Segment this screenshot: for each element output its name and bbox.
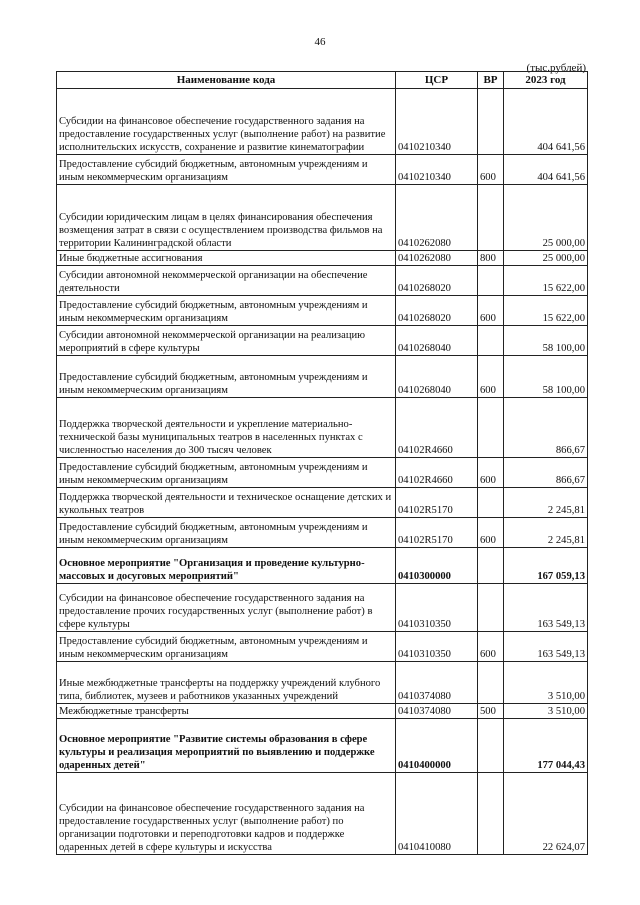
row-vr	[478, 584, 504, 632]
table-row	[57, 326, 588, 356]
row-csr: 0410262080	[396, 185, 478, 251]
table-row	[57, 155, 588, 185]
table-row	[57, 251, 588, 266]
row-sum: 58 100,00	[504, 326, 588, 356]
table-row	[57, 719, 588, 773]
row-csr: 0410210340	[396, 155, 478, 185]
table-row	[57, 398, 588, 458]
row-vr: 600	[478, 458, 504, 488]
row-csr: 04102R4660	[396, 398, 478, 458]
row-vr	[478, 488, 504, 518]
row-name: Субсидии автономной некоммерческой организации на обеспечение деятельности	[57, 266, 396, 296]
row-csr: 0410268040	[396, 356, 478, 398]
row-name: Субсидии на финансовое обеспечение государственного задания на предоставление государственных услуг (выполнение работ) на развитие исполнительских искусств, сохранение и развитие кинематографии	[57, 89, 396, 155]
row-sum: 58 100,00	[504, 356, 588, 398]
row-vr: 600	[478, 296, 504, 326]
row-name: Предоставление субсидий бюджетным, автономным учреждениям и иным некоммерческим организациям	[57, 356, 396, 398]
row-sum: 163 549,13	[504, 632, 588, 662]
table-row	[57, 662, 588, 704]
row-name: Предоставление субсидий бюджетным, автономным учреждениям и иным некоммерческим организациям	[57, 632, 396, 662]
row-csr: 0410268040	[396, 326, 478, 356]
row-vr	[478, 185, 504, 251]
row-vr	[478, 89, 504, 155]
row-csr: 04102R4660	[396, 458, 478, 488]
row-vr	[478, 266, 504, 296]
row-name: Поддержка творческой деятельности и укрепление материально-технической базы муниципальных театров в населенных пунктах с численностью населения до 300 тысяч человек	[57, 398, 396, 458]
table-row	[57, 458, 588, 488]
row-name: Поддержка творческой деятельности и техническое оснащение детских и кукольных театров	[57, 488, 396, 518]
row-vr	[478, 719, 504, 773]
row-vr	[478, 398, 504, 458]
row-sum: 22 624,07	[504, 773, 588, 855]
row-name: Субсидии на финансовое обеспечение государственного задания на предоставление государственных услуг (выполнение работ) по организации подготовки и переподготовки кадров и поддержке одаренных детей в сфере культуры и искусства	[57, 773, 396, 855]
row-name: Предоставление субсидий бюджетным, автономным учреждениям и иным некоммерческим организациям	[57, 458, 396, 488]
header-csr: ЦСР	[396, 72, 478, 89]
header-vr: ВР	[478, 72, 504, 89]
row-sum: 3 510,00	[504, 662, 588, 704]
row-sum: 404 641,56	[504, 89, 588, 155]
row-sum: 2 245,81	[504, 518, 588, 548]
budget-table	[56, 71, 588, 855]
header-sum: 2023 год	[504, 72, 588, 89]
row-sum: 404 641,56	[504, 155, 588, 185]
row-csr: 04102R5170	[396, 488, 478, 518]
row-csr: 04102R5170	[396, 518, 478, 548]
row-name: Субсидии автономной некоммерческой организации на реализацию мероприятий в сфере культуры	[57, 326, 396, 356]
row-name: Основное мероприятие "Развитие системы образования в сфере культуры и реализация мероприятий по выявлению и поддержке одаренных детей"	[57, 719, 396, 773]
row-name: Предоставление субсидий бюджетным, автономным учреждениям и иным некоммерческим организациям	[57, 296, 396, 326]
table-row	[57, 518, 588, 548]
row-name: Предоставление субсидий бюджетным, автономным учреждениям и иным некоммерческим организациям	[57, 518, 396, 548]
table-row	[57, 584, 588, 632]
row-vr	[478, 773, 504, 855]
row-csr: 0410400000	[396, 719, 478, 773]
row-csr: 0410410080	[396, 773, 478, 855]
row-csr: 0410268020	[396, 266, 478, 296]
table-row	[57, 773, 588, 855]
row-csr: 0410262080	[396, 251, 478, 266]
row-vr: 600	[478, 632, 504, 662]
row-vr: 600	[478, 518, 504, 548]
row-sum: 163 549,13	[504, 584, 588, 632]
table-row	[57, 632, 588, 662]
table-row	[57, 296, 588, 326]
table-row	[57, 356, 588, 398]
row-sum: 3 510,00	[504, 704, 588, 719]
row-vr	[478, 662, 504, 704]
header-name: Наименование кода	[57, 72, 396, 89]
row-sum: 866,67	[504, 398, 588, 458]
table-row	[57, 488, 588, 518]
table-body	[57, 89, 588, 855]
row-csr: 0410310350	[396, 632, 478, 662]
row-csr: 0410374080	[396, 662, 478, 704]
row-csr: 0410210340	[396, 89, 478, 155]
table-header-row	[57, 72, 588, 89]
row-vr	[478, 326, 504, 356]
table-row	[57, 185, 588, 251]
row-csr: 0410310350	[396, 584, 478, 632]
units-label: (тыс.рублей)	[526, 62, 586, 74]
row-name: Межбюджетные трансферты	[57, 704, 396, 719]
table-row	[57, 89, 588, 155]
row-sum: 25 000,00	[504, 251, 588, 266]
table-row	[57, 704, 588, 719]
row-sum: 15 622,00	[504, 266, 588, 296]
row-sum: 2 245,81	[504, 488, 588, 518]
row-vr: 800	[478, 251, 504, 266]
row-name: Основное мероприятие "Организация и проведение культурно-массовых и досуговых мероприятий"	[57, 548, 396, 584]
row-csr: 0410300000	[396, 548, 478, 584]
row-vr: 600	[478, 155, 504, 185]
row-sum: 25 000,00	[504, 185, 588, 251]
row-vr: 500	[478, 704, 504, 719]
row-vr	[478, 548, 504, 584]
page-number: 46	[314, 36, 326, 48]
row-name: Предоставление субсидий бюджетным, автономным учреждениям и иным некоммерческим организациям	[57, 155, 396, 185]
table-row	[57, 548, 588, 584]
row-sum: 15 622,00	[504, 296, 588, 326]
row-sum: 177 044,43	[504, 719, 588, 773]
row-csr: 0410268020	[396, 296, 478, 326]
row-name: Иные межбюджетные трансферты на поддержку учреждений клубного типа, библиотек, музеев и работников указанных учреждений	[57, 662, 396, 704]
row-name: Субсидии на финансовое обеспечение государственного задания на предоставление прочих государственных услуг (выполнение работ) в сфере культуры	[57, 584, 396, 632]
row-sum: 167 059,13	[504, 548, 588, 584]
row-name: Субсидии юридическим лицам в целях финансирования обеспечения возмещения затрат в связи с осуществлением производства фильмов на территории Калининградской области	[57, 185, 396, 251]
row-csr: 0410374080	[396, 704, 478, 719]
row-vr: 600	[478, 356, 504, 398]
table-row	[57, 266, 588, 296]
row-name: Иные бюджетные ассигнования	[57, 251, 396, 266]
row-sum: 866,67	[504, 458, 588, 488]
